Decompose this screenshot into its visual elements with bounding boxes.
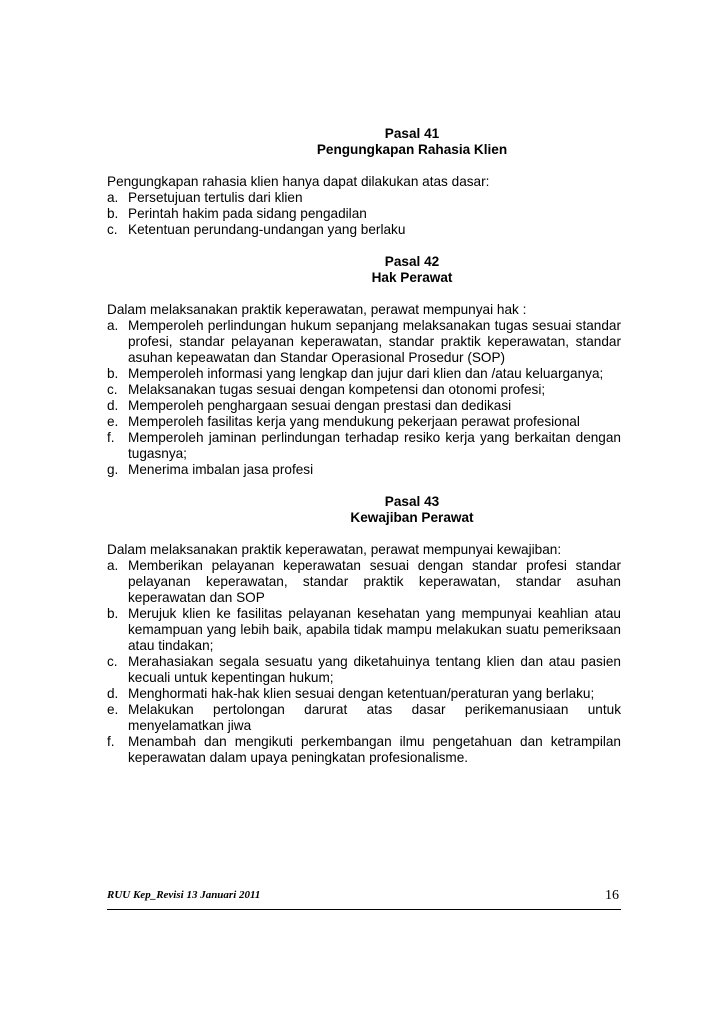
list-marker: f. <box>107 430 115 445</box>
list-item <box>107 366 621 382</box>
section-list-41 <box>107 190 621 238</box>
list-item-text: Melaksanakan tugas sesuai dengan kompetensi dan otonomi profesi; <box>128 382 546 397</box>
list-marker: c. <box>107 222 118 237</box>
footer-label: RUU Kep_Revisi 13 Januari 2011 <box>107 889 261 901</box>
section-number-41: Pasal 41 <box>384 126 440 141</box>
list-item-text: Perintah hakim pada sidang pengadilan <box>128 206 367 221</box>
list-item <box>107 414 621 430</box>
list-item <box>107 190 621 206</box>
list-item <box>107 430 621 462</box>
section-title-43: Kewajiban Perawat <box>350 510 474 525</box>
page-content <box>107 126 621 766</box>
list-item <box>107 606 621 654</box>
list-item-text: Merahasiakan segala sesuatu yang diketahuinya tentang klien dan atau pasien kecuali untuk kepentingan hukum; <box>128 654 621 685</box>
list-marker: a. <box>107 318 119 333</box>
list-marker: d. <box>107 398 119 413</box>
list-item-text: Melakukan pertolongan darurat atas dasar perikemanusiaan untuk menyelamatkan jiwa <box>128 702 621 733</box>
list-item-text: Menghormati hak-hak klien sesuai dengan ketentuan/peraturan yang berlaku; <box>128 686 595 701</box>
list-marker: e. <box>107 414 119 429</box>
list-item-text: Memperoleh jaminan perlindungan terhadap resiko kerja yang berkaitan dengan tugasnya; <box>128 430 621 461</box>
section-number-42: Pasal 42 <box>384 254 440 269</box>
list-item <box>107 222 621 238</box>
list-item-text: Ketentuan perundang-undangan yang berlaku <box>128 222 406 237</box>
section-list-43 <box>107 558 621 766</box>
list-item-text: Memperoleh perlindungan hukum sepanjang melaksanakan tugas sesuai standar profesi, standar pelayanan keperawatan, standar praktik keperawatan, standar asuhan kepeawatan dan Standar Operasional Prosedur (SOP) <box>128 318 621 365</box>
list-item-text: Menambah dan mengikuti perkembangan ilmu pengetahuan dan ketrampilan keperawatan dalam upaya peningkatan profesionalisme. <box>128 734 621 765</box>
list-item <box>107 398 621 414</box>
list-marker: c. <box>107 654 118 669</box>
list-marker: c. <box>107 382 118 397</box>
list-marker: a. <box>107 558 119 573</box>
section-intro-41: Pengungkapan rahasia klien hanya dapat dilakukan atas dasar: <box>107 174 490 189</box>
list-item <box>107 686 621 702</box>
list-item-text: Merujuk klien ke fasilitas pelayanan kesehatan yang mempunyai keahlian atau kemampuan yang lebih baik, apabila tidak mampu melakukan suatu pemeriksaan atau tindakan; <box>128 606 621 653</box>
list-item <box>107 462 621 478</box>
list-item <box>107 318 621 366</box>
list-marker: f. <box>107 734 115 749</box>
page-footer <box>107 889 621 910</box>
list-item <box>107 654 621 686</box>
list-marker: b. <box>107 606 119 621</box>
section-intro-42: Dalam melaksanakan praktik keperawatan, perawat mempunyai hak : <box>107 302 527 317</box>
spacer <box>107 158 621 174</box>
list-item-text: Memperoleh penghargaan sesuai dengan prestasi dan dedikasi <box>128 398 512 413</box>
list-item <box>107 702 621 734</box>
list-marker: b. <box>107 206 119 221</box>
list-marker: e. <box>107 702 119 717</box>
list-marker: g. <box>107 462 119 477</box>
spacer <box>107 286 621 302</box>
page-number: 16 <box>605 888 619 903</box>
spacer <box>107 238 621 254</box>
list-marker: b. <box>107 366 119 381</box>
spacer <box>107 526 621 542</box>
list-item-text: Memberikan pelayanan keperawatan sesuai dengan standar profesi standar pelayanan keperawatan, standar praktik keperawatan, standar asuhan keperawatan dan SOP <box>128 558 621 605</box>
list-item-text: Memperoleh informasi yang lengkap dan jujur dari klien dan /atau keluarganya; <box>128 366 604 381</box>
section-intro-43: Dalam melaksanakan praktik keperawatan, perawat mempunyai kewajiban: <box>107 542 562 557</box>
list-marker: a. <box>107 190 119 205</box>
list-item <box>107 558 621 606</box>
list-item <box>107 206 621 222</box>
list-item <box>107 734 621 766</box>
list-item-text: Menerima imbalan jasa profesi <box>128 462 314 477</box>
section-title-42: Hak Perawat <box>371 270 453 285</box>
list-item-text: Memperoleh fasilitas kerja yang mendukung pekerjaan perawat profesional <box>128 414 580 429</box>
section-list-42 <box>107 318 621 478</box>
section-title-41: Pengungkapan Rahasia Klien <box>316 142 508 157</box>
list-item-text: Persetujuan tertulis dari klien <box>128 190 303 205</box>
list-marker: d. <box>107 686 119 701</box>
spacer <box>107 478 621 494</box>
section-number-43: Pasal 43 <box>384 494 440 509</box>
list-item <box>107 382 621 398</box>
